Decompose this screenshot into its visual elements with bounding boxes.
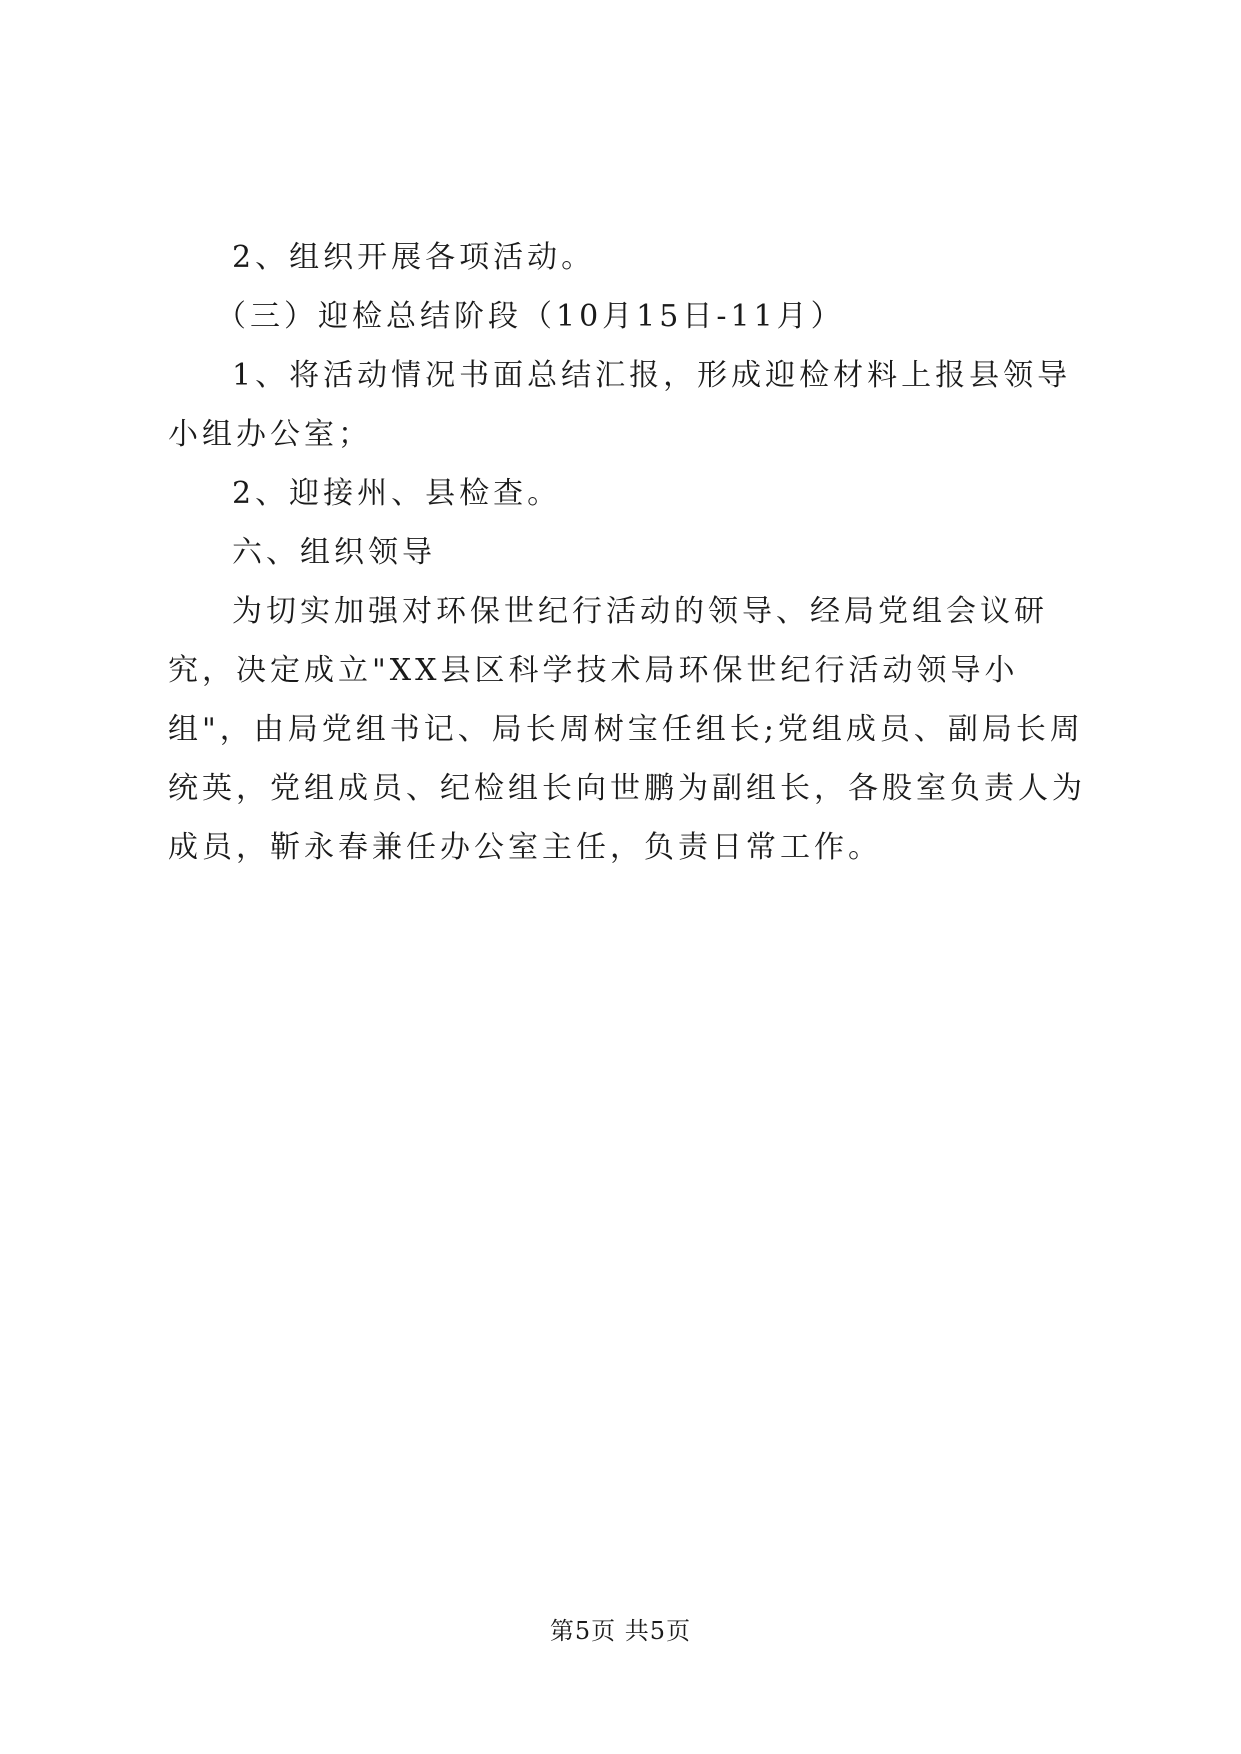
paragraph-stage-heading: （三）迎检总结阶段（10月15日-11月） bbox=[216, 299, 845, 334]
paragraph-summary-report: 1、将活动情况书面总结汇报，形成迎检材料上报县领导小组办公室； bbox=[168, 358, 1072, 452]
section-heading-leadership: 六、组织领导 bbox=[232, 535, 436, 570]
paragraph-inspection: 2、迎接州、县检查。 bbox=[232, 476, 562, 511]
paragraph-activities: 2、组织开展各项活动。 bbox=[232, 240, 596, 275]
page-number-footer: 第5页 共5页 bbox=[549, 1617, 692, 1645]
document-body bbox=[168, 228, 1088, 877]
paragraph-leadership-group: 为切实加强对环保世纪行活动的领导、经局党组会议研究，决定成立"XX县区科学技术局环保世纪行活动领导小组"，由局党组书记、局长周树宝任组长;党组成员、副局长周统英，党组成员、纪检组长向世鹏为副组长，各股室负责人为成员，靳永春兼任办公室主任，负责日常工作。 bbox=[168, 594, 1086, 865]
